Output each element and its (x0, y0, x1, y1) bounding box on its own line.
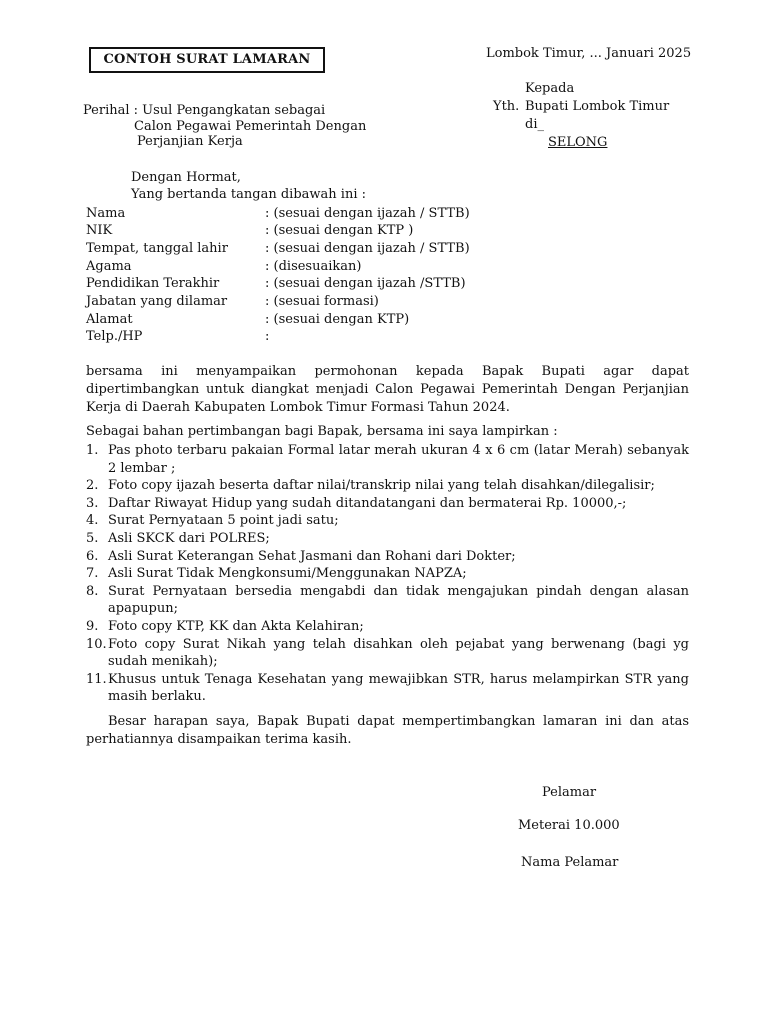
list-item-number: 9. (86, 618, 99, 634)
list-item (86, 477, 689, 495)
list-item-text: Foto copy ijazah beserta daftar nilai/transkrip nilai yang telah disahkan/dilegalisir; (108, 478, 655, 494)
list-item-text: Asli Surat Keterangan Sehat Jasmani dan Rohani dari Dokter; (108, 548, 516, 564)
list-item-number: 7. (86, 566, 99, 582)
list-item (86, 583, 689, 618)
list-item-number: 6. (86, 548, 99, 564)
identity-value: : (disesuaikan) (265, 259, 362, 274)
list-item-text: Asli SKCK dari POLRES; (108, 530, 270, 546)
list-item-number: 11. (86, 671, 107, 687)
closing-paragraph: Besar harapan saya, Bapak Bupati dapat mempertimbangkan lamaran ini dan atas perhatiannya disampaikan terima kasih. (86, 714, 689, 747)
list-item (86, 548, 689, 566)
recipient-kepada: Kepada (525, 81, 575, 96)
document-title: CONTOH SURAT LAMARAN (89, 47, 325, 73)
identity-value: : (sesuai dengan ijazah /STTB) (265, 276, 466, 291)
recipient-yth: Yth. (493, 99, 520, 114)
identity-value: : (sesuai dengan KTP ) (265, 223, 414, 238)
identity-label: Jabatan yang dilamar (86, 294, 228, 309)
list-item-text: Surat Pernyataan 5 point jadi satu; (108, 513, 339, 529)
list-item (86, 671, 689, 706)
identity-value: : (sesuai dengan ijazah / STTB) (265, 206, 470, 221)
list-item-text: Surat Pernyataan bersedia mengabdi dan tidak mengajukan pindah dengan alasan apapupun; (108, 583, 689, 617)
list-item (86, 442, 689, 477)
identity-label: NIK (86, 223, 113, 238)
identity-value: : (265, 329, 270, 344)
identity-value: : (sesuai dengan ijazah / STTB) (265, 241, 470, 256)
identity-label: Telp./HP (86, 329, 143, 344)
identity-label: Pendidikan Terakhir (86, 276, 220, 291)
identity-value: : (sesuai dengan KTP) (265, 312, 410, 327)
list-item-number: 1. (86, 443, 99, 458)
list-item (86, 618, 689, 636)
subject-line-2: Calon Pegawai Pemerintah Dengan (134, 119, 367, 134)
list-item-text: Foto copy Surat Nikah yang telah disahkan oleh pejabat yang berwenang (bagi yg sudah menikah); (108, 636, 689, 670)
identity-label: Nama (86, 206, 126, 221)
list-item (86, 565, 689, 583)
list-item (86, 495, 689, 513)
list-item (86, 512, 689, 530)
stamp-duty-label: Meterai 10.000 (518, 818, 620, 833)
list-item-text: Foto copy KTP, KK dan Akta Kelahiran; (108, 618, 364, 634)
identity-label: Tempat, tanggal lahir (86, 241, 228, 256)
list-item (86, 636, 689, 671)
recipient-city: SELONG (548, 135, 608, 150)
signature-label: Pelamar (542, 785, 597, 800)
identity-label: Alamat (86, 312, 133, 327)
list-item (86, 530, 689, 548)
list-item-text: Pas photo terbaru pakaian Formal latar merah ukuran 4 x 6 cm (latar Merah) sebanyak 2 lembar ; (108, 443, 689, 476)
list-item-number: 3. (86, 495, 99, 511)
subject-line-1: Perihal : Usul Pengangkatan sebagai (83, 103, 326, 118)
place-date: Lombok Timur, ... Januari 2025 (486, 46, 692, 61)
greeting: Dengan Hormat, (131, 170, 241, 185)
attachment-list (86, 442, 689, 706)
applicant-name: Nama Pelamar (521, 855, 619, 870)
list-item-number: 5. (86, 530, 99, 546)
recipient-name: Bupati Lombok Timur (525, 99, 670, 114)
list-item-text: Khusus untuk Tenaga Kesehatan yang mewajibkan STR, harus melampirkan STR yang masih berlaku. (108, 671, 689, 705)
greeting-intro: Yang bertanda tangan dibawah ini : (131, 187, 366, 202)
identity-value: : (sesuai formasi) (265, 294, 379, 309)
list-item-number: 8. (86, 583, 99, 599)
list-item-number: 10. (86, 636, 107, 652)
list-item-text: Asli Surat Tidak Mengkonsumi/Menggunakan NAPZA; (108, 566, 467, 582)
list-item-text: Daftar Riwayat Hidup yang sudah ditandatangani dan bermaterai Rp. 10000,-; (108, 495, 627, 511)
recipient-di: di_ (525, 117, 544, 132)
attachments-intro: Sebagai bahan pertimbangan bagi Bapak, bersama ini saya lampirkan : (86, 424, 558, 439)
identity-label: Agama (86, 259, 132, 274)
list-item-number: 4. (86, 513, 99, 529)
list-item-number: 2. (86, 478, 99, 494)
subject-line-3: Perjanjian Kerja (137, 134, 243, 149)
request-paragraph: bersama ini menyampaikan permohonan kepada Bapak Bupati agar dapat dipertimbangkan untuk diangkat menjadi Calon Pegawai Pemerintah Dengan Perjanjian Kerja di Daerah Kabupaten Lombok Timur Formasi Tahun 2024. (86, 364, 689, 415)
